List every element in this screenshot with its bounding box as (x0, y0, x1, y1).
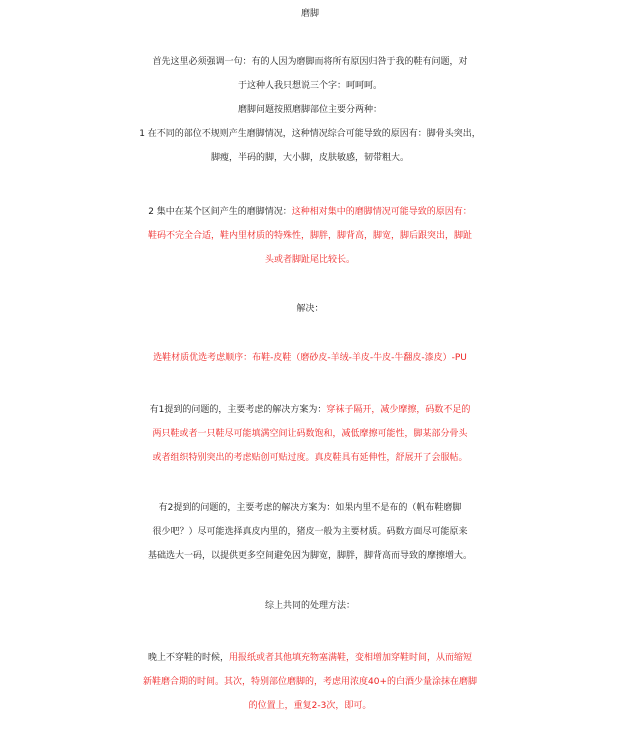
common-heading: 综上共同的处理方法： (264, 601, 355, 611)
solution1-highlight: 穿袜子隔开，减少摩擦，码数不足的 (326, 405, 471, 415)
intro-line: 首先这里必须强调一句：有的人因为磨脚而将所有原因归咎于我的鞋有问题，对 (152, 57, 468, 67)
material-order: 选鞋材质优选考虑顺序：布鞋-皮鞋（磨砂皮-羊绒-羊皮-牛皮-牛翻皮-漆皮）-PU (153, 353, 467, 363)
intro-line: 于这种人我只想说三个字：呵呵呵。 (237, 81, 382, 91)
solution1-line: 或者组织特别突出的考虑贴创可贴过度。真皮鞋具有延伸性，舒展开了会服帖。 (152, 453, 468, 463)
solution1-line (0, 398, 620, 422)
document-title: 磨脚 (300, 9, 319, 19)
solution1-line-text: 有1提到的问题的，主要考虑的解决方案为： (149, 405, 327, 415)
types-heading: 磨脚问题按照磨脚部位主要分两种： (237, 105, 382, 115)
common-line: 的位置上，重复2-3次，即可。 (248, 701, 372, 711)
solution1-line: 两只鞋或者一只鞋尽可能填满空间让码数饱和，减低摩擦可能性，脚某部分骨头 (152, 429, 468, 439)
type2-line-text: 2 集中在某个区间产生的磨脚情况： (148, 207, 292, 217)
type2-line: 鞋码不完全合适，鞋内里材质的特殊性，脚胖，脚背高，脚宽，脚后跟突出，脚趾 (147, 231, 472, 241)
solution2-line: 有2提到的问题的，主要考虑的解决方案为：如果内里不是布的（帆布鞋磨脚 (158, 503, 462, 513)
type2-line: 头或者脚趾尾比较长。 (264, 255, 355, 265)
type2-line (0, 200, 620, 224)
type2-highlight: 这种相对集中的磨脚情况可能导致的原因有： (291, 207, 472, 217)
common-line (0, 646, 620, 670)
common-line-text: 晚上不穿鞋的时候， (147, 653, 229, 663)
type1-line: 1 在不同的部位不规则产生磨脚情况，这种情况综合可能导致的原因有：脚骨头突出， (139, 129, 481, 139)
type1-line: 脚瘦，半码的脚，大小脚，皮肤敏感，韧带粗大。 (210, 153, 409, 163)
solution-heading: 解决： (296, 304, 324, 314)
common-highlight: 用报纸或者其他填充物塞满鞋，变相增加穿鞋时间，从而缩短 (229, 653, 473, 663)
common-line: 新鞋磨合期的时间。其次，特别部位磨脚的，考虑用浓度40+的白酒少量涂抹在磨脚 (143, 677, 477, 687)
solution2-line: 很少吧？）尽可能选择真皮内里的，猪皮一般为主要材质。码数方面尽可能原来 (152, 527, 468, 537)
solution2-line: 基础选大一码，以提供更多空间避免因为脚宽，脚胖，脚背高而导致的摩擦增大。 (147, 551, 472, 561)
